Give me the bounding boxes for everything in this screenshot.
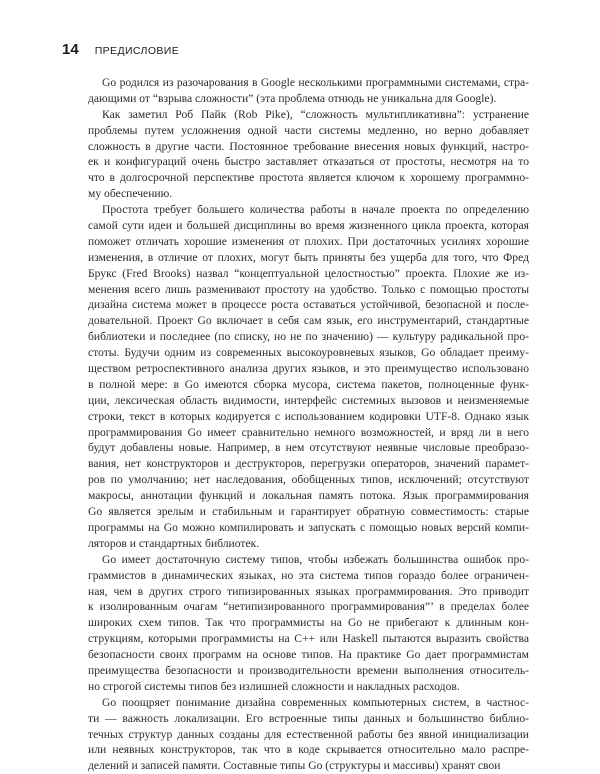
paragraph	[88, 552, 529, 695]
text-line: макросы, аннотации функций и локальная память потока. Язык программирования	[88, 489, 529, 503]
text-line: преимущества безопасности и производительности времени выполнения относитель-	[88, 663, 529, 677]
text-line: довательной. Проект Go включает в себя сам язык, его инструментарий, стандартные	[88, 314, 529, 328]
text-line: дающими от “взрыва сложности” (эта проблема отнюдь не уникальна для Google).	[88, 91, 497, 105]
text-line: му обеспечению.	[88, 187, 173, 201]
text-line: к изолированным очагам “нетипизированного программирования”’ в пределах более	[88, 600, 529, 614]
text-line: Go родился из разочарования в Google несколькими программными системами, стра-	[102, 76, 529, 89]
text-line: строки, текст в которых кодируется с использованием кодировки UTF-8. Однако язык	[88, 409, 529, 423]
text-line: течных структур данных созданы для естественной работы без явной инициализации	[88, 727, 529, 741]
text-line: делений и записей памяти. Составные типы Go (структуры и массивы) хранят свои	[88, 759, 501, 773]
paragraph	[88, 202, 529, 552]
text-line: самой сути идеи и большей дисциплины во время жизненного цикла проекта, которая	[88, 219, 529, 233]
text-line: ции, лексическая область видимости, интерфейс системных вызовов и неизменяемые	[88, 393, 529, 407]
text-line: стоты. Будучи одним из современных высокоуровневых языков, Go обладает преиму-	[88, 346, 529, 360]
page-number: 14	[62, 41, 79, 58]
text-line: дизайна система может в процессе роста оставаться устойчивой, безопасной и после-	[88, 298, 529, 312]
text-line: широких схем типов. Так что программисты на Go не прибегают к длинным кон-	[88, 616, 529, 630]
text-line: что в долгосрочной перспективе простота является ключом к хорошему программно-	[88, 171, 529, 185]
paragraph	[88, 107, 529, 202]
text-line: вания, нет конструкторов и деструкторов, перегрузки операторов, значений парамет-	[88, 457, 529, 471]
text-line: программирования Go имеет сравнительно немного возможностей, и вряд ли в него	[88, 425, 529, 439]
text-line: изменения, в отличие от плохих, могут быть приняты без ущерба для того, что Фред	[88, 250, 529, 264]
text-line: ная, чем в других строго типизированных языках программирования. Это приводит	[88, 584, 529, 598]
text-line: проблемы путем усложнения одной части системы медленно, но верно добавляет	[88, 123, 529, 137]
text-line: будут добавлены новые. Например, в нем отсутствуют неявные числовые преобразо-	[88, 441, 529, 455]
text-line: граммистов в динамических языках, но эта система типов гораздо более ограничен-	[88, 568, 529, 582]
text-line: безопасности своих программ на основе типов. На практике Go дает программистам	[88, 648, 529, 662]
text-line: программы на Go можно компилировать и запускать с помощью новых версий компи-	[88, 520, 529, 534]
paragraph	[88, 695, 529, 774]
text-line: поможет отличать хорошие изменения от плохих. При достаточных усилиях хорошие	[88, 234, 529, 248]
running-head: ПРЕДИСЛОВИЕ	[94, 45, 180, 57]
text-line: ек и конфигураций очень быстро заставляет отказаться от простоты, несмотря на то	[88, 155, 529, 169]
text-line: ти — важность локализации. Его встроенные типы данных и большинство библио-	[88, 711, 529, 725]
text-line: Go имеет достаточную систему типов, чтобы избежать большинства ошибок про-	[102, 552, 529, 566]
text-line: но строгой системы типов без излишней сложности и накладных расходов.	[88, 679, 460, 693]
paragraph	[88, 75, 529, 107]
text-line: в полной мере: в Go имеются сборка мусора, система пакетов, полноценные функ-	[88, 377, 529, 391]
text-line: Брукс (Fred Brooks) назвал “концептуальной целостностью” проекта. Плохие же из-	[88, 266, 529, 280]
text-line: Как заметил Роб Пайк (Rob Pike), “сложность мультипликативна”: устранение	[102, 107, 529, 121]
text-line: менения всего лишь разменивают простоту на удобство. Только с помощью простоты	[88, 282, 529, 296]
text-line: Go поощряет понимание дизайна современных компьютерных систем, в частнос-	[102, 695, 529, 709]
text-line: Простота требует большего количества работы в начале проекта по определению	[102, 203, 529, 217]
text-line: Go является зрелым и стабильным и гарантирует обратную совместимость: старые	[88, 505, 529, 519]
text-line: струкциям, которыми программисты на C++ или Haskell пытаются выразить свойства	[88, 632, 529, 646]
text-line: или неявных конструкторов, так что в коде скрывается относительно мало распре-	[88, 743, 529, 757]
text-line: ров по умолчанию; нет наследования, обобщенных типов, исключений; отсутствуют	[88, 473, 529, 487]
text-line: ляторов и стандартных библиотек.	[88, 536, 260, 550]
body-text	[88, 75, 529, 774]
text-line: ществом ретроспективного анализа других языков, и это преимущество использовано	[88, 362, 529, 376]
text-line: библиотеки и последнее (по списку, но не по значению) — культуру радикальной про-	[88, 330, 529, 344]
page-header	[62, 41, 179, 59]
text-line: сложность в другие части. Постоянное требование внесения новых функций, настро-	[88, 139, 529, 153]
